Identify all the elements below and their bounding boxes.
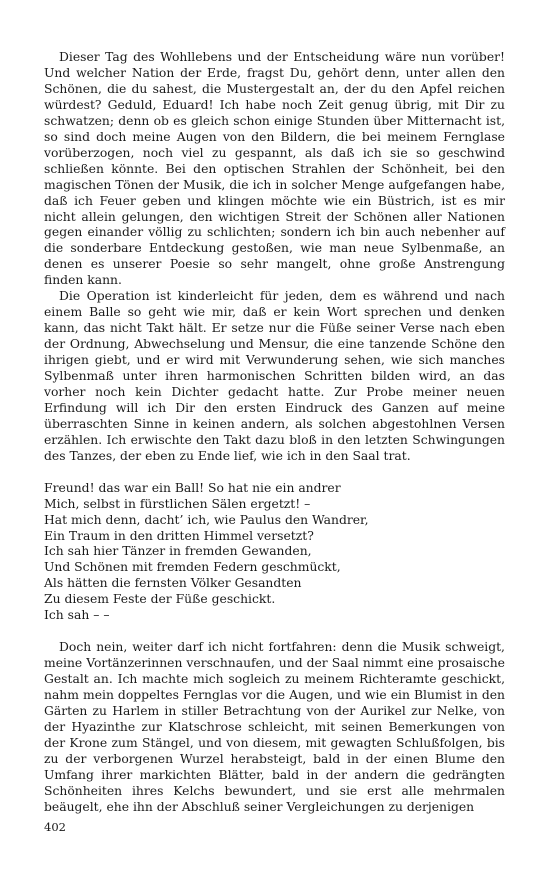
verse-line: Ich sah – –	[44, 608, 110, 623]
verse-line: Mich, selbst in fürstlichen Sälen ergetzt! –	[44, 496, 311, 511]
body-text	[44, 50, 505, 816]
paragraph-1: Dieser Tag des Wohllebens und der Entscheidung wäre nun vorüber! Und welcher Nation der Erde, fragst Du, gehört denn, unter allen den Schönen, die du sahest, die Mustergestalt an, der du den Apfel reichen würdest? Geduld, Eduard! Ich habe noch Zeit genug übrig, mit Dir zu schwatzen; denn ob es gleich schon einige Stunden über Mitternacht ist, so sind doch meine Augen von den Bildern, die bei meinem Fernglase vorüberzogen, noch viel zu gespannt, als daß ich sie so geschwind schließen könnte. Bei den optischen Strahlen der Schönheit, bei den magischen Tönen der Musik, die ich in solcher Menge aufgefangen habe, daß ich Feuer geben und klingen möchte wie ein Büstrich, ist es mir nicht allein gelungen, den wichtigen Streit der Schönen aller Nationen gegen einander völlig zu schlichten; sondern ich bin auch nebenher auf die sonderbare Entdeckung gestoßen, wie man neue Sylbenmaße, an denen es unserer Poesie so sehr mangelt, ohne große Anstrengung finden kann.	[44, 50, 505, 288]
verse-line: Als hätten die fernsten Völker Gesandten	[44, 576, 302, 591]
verse-line: Hat mich denn, dacht’ ich, wie Paulus den Wandrer,	[44, 512, 369, 527]
paragraph-3: Doch nein, weiter darf ich nicht fortfahren: denn die Musik schweigt, meine Vortänzerinnen verschnaufen, und der Saal nimmt eine prosaische Gestalt an. Ich machte mich sogleich zu meinem Richteramte geschickt, nahm mein doppeltes Fernglas vor die Augen, und wie ein Blumist in den Gärten zu Harlem in stiller Betrachtung von der Aurikel zur Nelke, von der Hyazinthe zur Klatschrose schleicht, mit seinen Bemerkungen von der Krone zum Stängel, und von diesem, mit gewagten Schlußfolgen, bis zu der verborgenen Wurzel herabsteigt, bald in der einen Blume den Umfang ihrer markichten Blätter, bald in der andern die gedrängten Schönheiten ihres Kelchs bewundert, und sie erst alle mehrmalen beäugelt, ehe ihn der Abschluß seiner Vergleichungen zu derjenigen	[44, 640, 505, 814]
page-number: 402	[44, 820, 66, 834]
verse-line: Ich sah hier Tänzer in fremden Gewanden,	[44, 544, 312, 559]
verse-line: Freund! das war ein Ball! So hat nie ein andrer	[44, 480, 341, 495]
verse-block	[44, 481, 505, 625]
verse-line: Zu diesem Feste der Füße geschickt.	[44, 592, 276, 607]
verse-line: Und Schönen mit fremden Federn geschmückt,	[44, 560, 341, 575]
verse-line: Ein Traum in den dritten Himmel versetzt?	[44, 528, 314, 543]
paragraph-2: Die Operation ist kinderleicht für jeden, dem es während und nach einem Balle so geht wie mir, daß er kein Wort sprechen und denken kann, das nicht Takt hält. Er setze nur die Füße seiner Verse nach eben der Ordnung, Abwechselung und Mensur, die eine tanzende Schöne den ihrigen giebt, und er wird mit Verwunderung sehen, wie sich manches Sylbenmaß unter ihren harmonischen Schritten bilden wird, an das vorher noch kein Dichter gedacht hatte. Zur Probe meiner neuen Erfindung will ich Dir den ersten Eindruck des Ganzen auf meine überraschten Sinne in keinen andern, als solchen abgestohlnen Versen erzählen. Ich erwischte den Takt dazu bloß in den letzten Schwingungen des Tanzes, der eben zu Ende lief, wie ich in den Saal trat.	[44, 289, 505, 463]
